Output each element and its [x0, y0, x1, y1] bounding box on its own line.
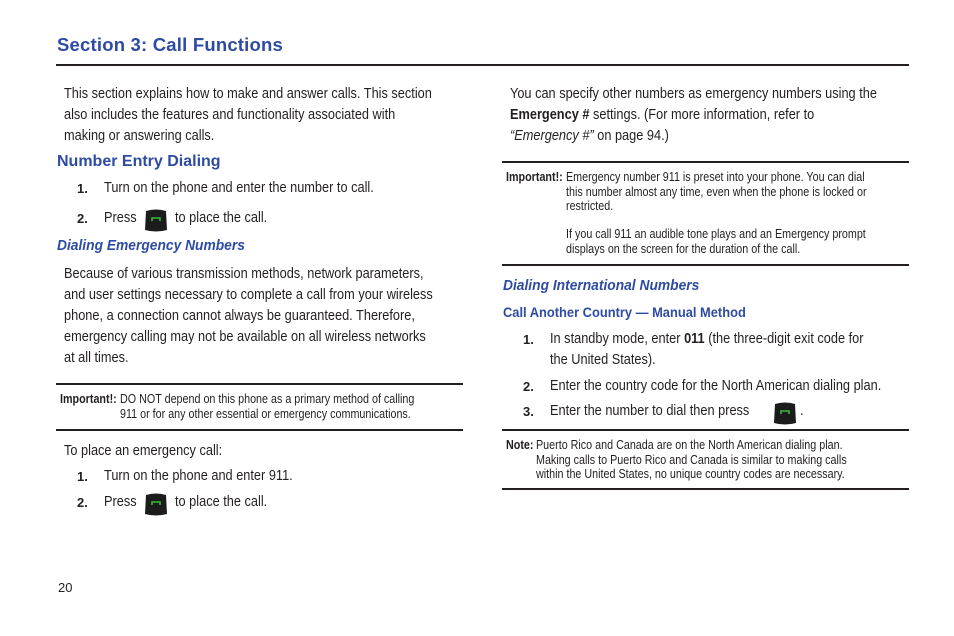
manual-method-heading: Call Another Country — Manual Method — [503, 304, 746, 320]
step-fragment: (the three-digit exit code for — [704, 331, 864, 347]
paragraph-line: Because of various transmission methods, network parameters, — [64, 266, 424, 282]
exit-code: 011 — [684, 331, 705, 347]
intro-paragraph — [64, 84, 432, 147]
step-number: 1. — [77, 181, 88, 196]
step-number: 2. — [77, 495, 88, 510]
note-line: Puerto Rico and Canada are on the North American dialing plan. — [536, 438, 843, 452]
note-line: displays on the screen for the duration of the call. — [566, 241, 801, 256]
note-line: DO NOT depend on this phone as a primary method of calling — [120, 392, 415, 406]
note-text — [536, 438, 847, 482]
note-line: Making calls to Puerto Rico and Canada is similar to making calls — [536, 452, 847, 467]
step-text: Enter the country code for the North American dialing plan. — [550, 378, 882, 394]
send-key-icon — [144, 492, 168, 516]
step-number: 2. — [523, 379, 534, 394]
note-line: this number almost any time, even when the phone is locked or — [566, 184, 867, 199]
step-text: to place the call. — [175, 210, 268, 226]
paragraph-line: emergency calling may not be available on all wireless networks — [64, 329, 426, 345]
note-label: Note: — [506, 438, 534, 452]
step-text — [550, 329, 864, 371]
step-number: 3. — [523, 404, 534, 419]
section-title: Section 3: Call Functions — [57, 34, 283, 55]
intro-line: also includes the features and functionality associated with — [64, 107, 396, 123]
divider — [502, 488, 909, 490]
divider — [56, 383, 463, 385]
divider — [502, 264, 909, 266]
divider — [502, 429, 909, 431]
paragraph-line — [510, 126, 877, 147]
step-line — [550, 329, 864, 350]
step-text: Turn on the phone and enter 911. — [104, 468, 293, 484]
paragraph-fragment: on page 94.) — [593, 128, 669, 144]
important-text — [120, 392, 414, 421]
step-number: 1. — [77, 469, 88, 484]
international-heading: Dialing International Numbers — [503, 277, 700, 294]
emergency-numbers-paragraph — [510, 84, 877, 147]
note-line: restricted. — [566, 199, 614, 214]
intro-line: This section explains how to make and answer calls. This section — [64, 86, 432, 102]
step-text: to place the call. — [175, 494, 268, 510]
paragraph-line: and user settings necessary to complete a call from your wireless — [64, 287, 433, 303]
step-line: the United States). — [550, 352, 656, 368]
send-key-icon — [144, 208, 168, 232]
important-label: Important!: — [60, 392, 117, 406]
number-entry-heading: Number Entry Dialing — [57, 153, 221, 170]
step-fragment: In standby mode, enter — [550, 331, 685, 347]
note-line: If you call 911 an audible tone plays and an Emergency prompt — [566, 227, 866, 241]
intro-line: making or answering calls. — [64, 128, 215, 144]
step-text: Press — [104, 494, 137, 510]
paragraph-line: You can specify other numbers as emergency numbers using the — [510, 86, 877, 102]
paragraph-fragment: settings. (For more information, refer to — [589, 107, 815, 123]
divider — [56, 429, 463, 431]
paragraph-line: phone, a connection cannot always be guaranteed. Therefore, — [64, 308, 415, 324]
page-number: 20 — [58, 580, 73, 595]
step-number: 1. — [523, 332, 534, 347]
important-text — [566, 170, 867, 214]
emergency-paragraph — [64, 264, 433, 369]
step-text: Enter the number to dial then press — [550, 403, 750, 419]
important-text — [566, 227, 866, 256]
note-line: 911 or for any other essential or emergency communications. — [120, 406, 411, 421]
divider — [502, 161, 909, 163]
step-number: 2. — [77, 211, 88, 226]
paragraph-line: at all times. — [64, 350, 129, 366]
step-text: Press — [104, 210, 137, 226]
step-text: Turn on the phone and enter the number to call. — [104, 180, 374, 196]
cross-reference: “Emergency #” — [510, 128, 594, 144]
important-label: Important!: — [506, 170, 563, 184]
emergency-setting-name: Emergency # — [510, 107, 590, 123]
send-key-icon — [773, 401, 797, 425]
to-place-text: To place an emergency call: — [64, 443, 223, 459]
step-text: . — [800, 403, 804, 419]
note-line: Emergency number 911 is preset into your phone. You can dial — [566, 170, 865, 184]
note-line: within the United States, no unique country codes are necessary. — [536, 467, 845, 482]
emergency-heading: Dialing Emergency Numbers — [57, 237, 245, 254]
paragraph-line — [510, 105, 877, 126]
title-rule — [56, 64, 909, 66]
